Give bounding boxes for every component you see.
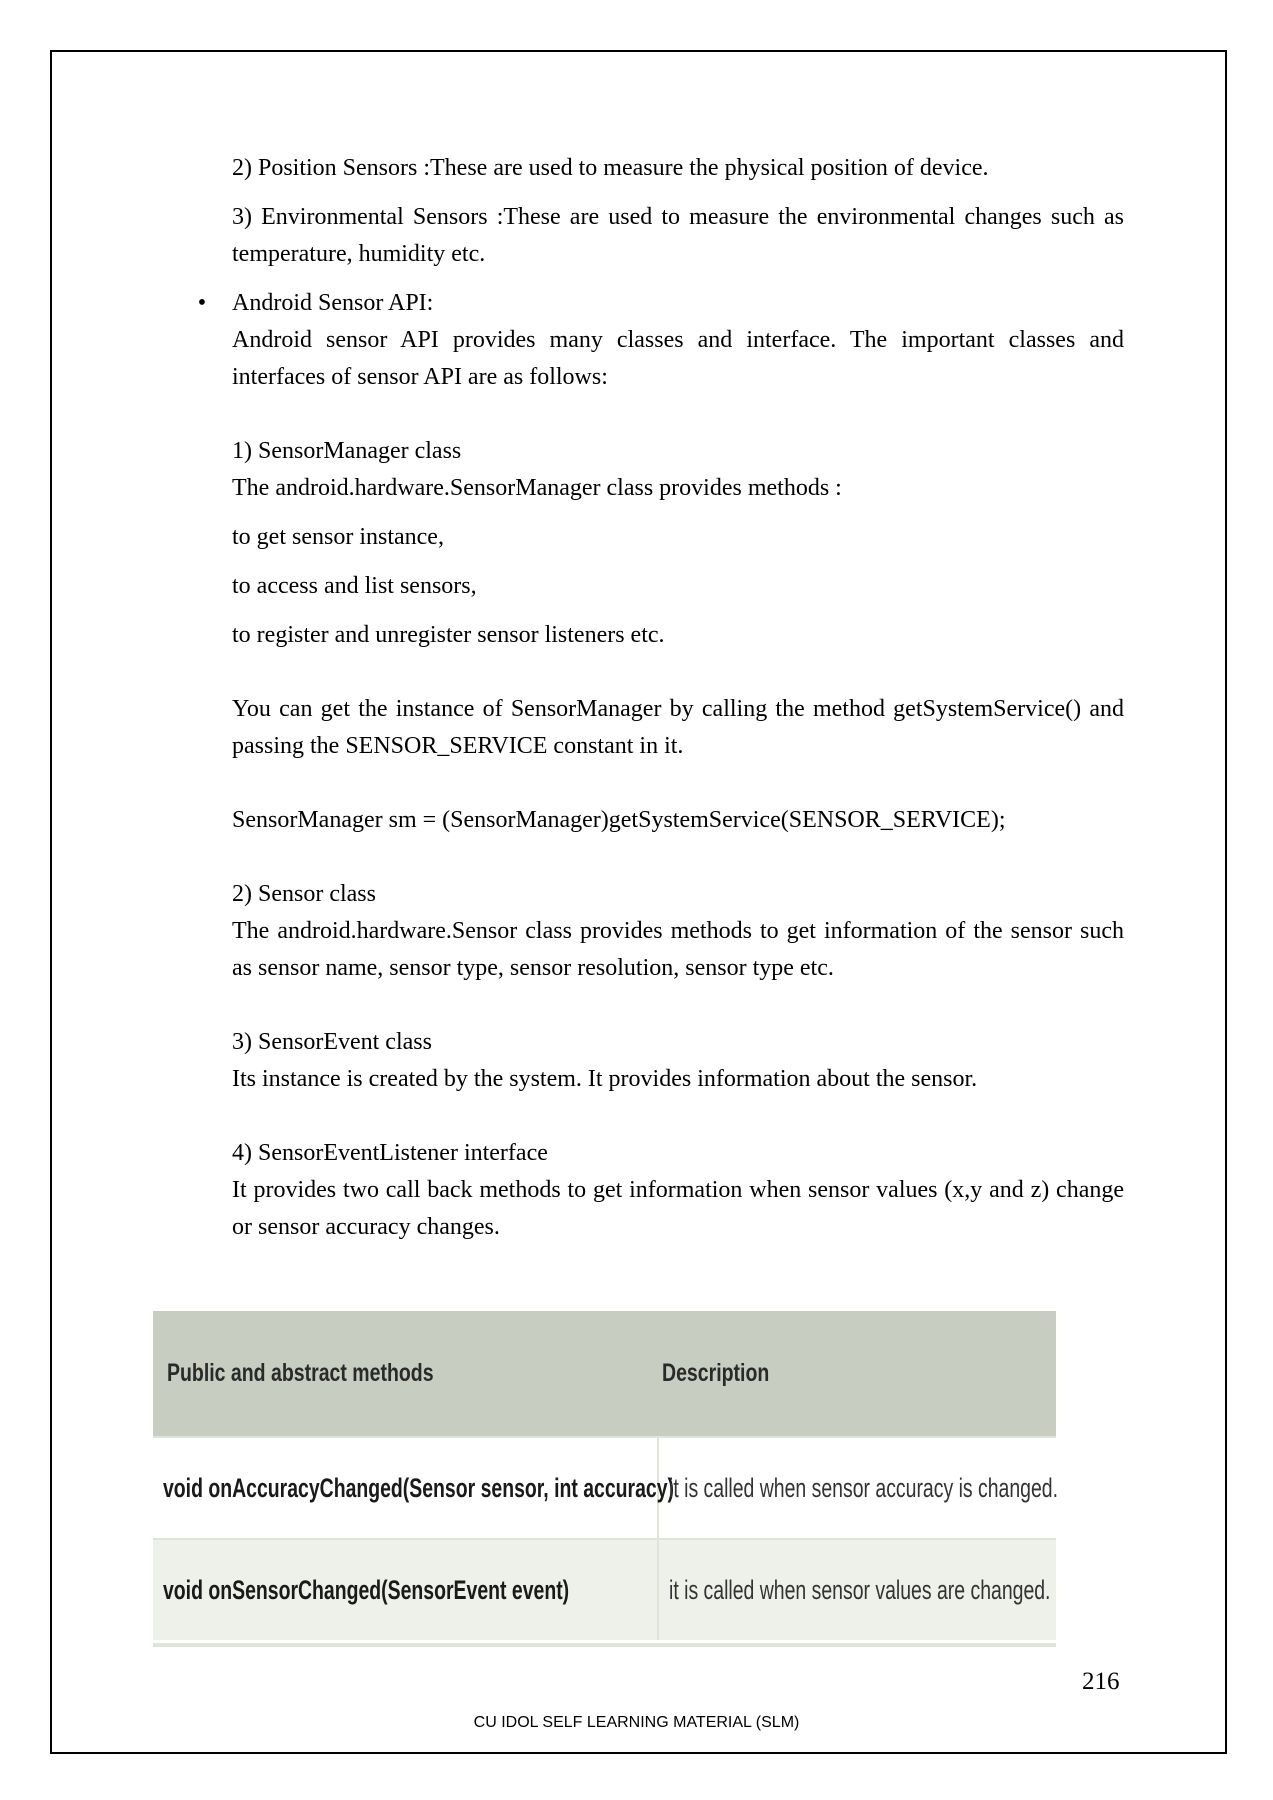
table-row	[153, 1538, 1056, 1640]
listener-heading: 4) SensorEventListener interface	[232, 1140, 548, 1166]
page-number: 216	[1082, 1668, 1120, 1695]
sensormanager-instance-text: You can get the instance of SensorManager by calling the method getSystemService() and passing the SENSOR_SERVICE constant in it.	[232, 696, 1124, 759]
methods-table	[153, 1311, 1059, 1647]
header-description: Description	[662, 1359, 770, 1387]
api-intro: Android sensor API provides many classes and interface. The important classes and interfaces of sensor API are as follows:	[232, 327, 1124, 390]
method-cell: void onSensorChanged(SensorEvent event)	[163, 1574, 570, 1605]
header-methods: Public and abstract methods	[167, 1359, 434, 1387]
sensormanager-item: to register and unregister sensor listeners etc.	[232, 622, 665, 648]
table-row	[153, 1436, 1059, 1538]
android-sensor-api-item	[197, 285, 1124, 396]
table-header	[153, 1311, 1056, 1436]
position-sensors-text: 2) Position Sensors :These are used to measure the physical position of device.	[232, 155, 989, 181]
sensormanager-desc: The android.hardware.SensorManager class provides methods :	[232, 475, 842, 501]
sensormanager-heading: 1) SensorManager class	[232, 438, 462, 464]
description-cell: it is called when sensor accuracy is changed.	[669, 1472, 1059, 1503]
sensor-class-heading: 2) Sensor class	[232, 881, 376, 907]
environmental-sensors-text: 3) Environmental Sensors :These are used to measure the environmental changes such as temperature, humidity etc.	[232, 204, 1124, 267]
sensor-class-desc: The android.hardware.Sensor class provides methods to get information of the sensor such as sensor name, sensor type, sensor resolution, sensor type etc.	[232, 918, 1124, 981]
sensormanager-item: to get sensor instance,	[232, 524, 444, 550]
api-heading: Android Sensor API:	[232, 290, 434, 316]
sensormanager-code: SensorManager sm = (SensorManager)getSystemService(SENSOR_SERVICE);	[232, 807, 1006, 833]
method-cell: void onAccuracyChanged(Sensor sensor, int accuracy)	[163, 1472, 675, 1503]
listener-desc: It provides two call back methods to get information when sensor values (x,y and z) change or sensor accuracy changes.	[232, 1177, 1124, 1240]
sensorevent-desc: Its instance is created by the system. It provides information about the sensor.	[232, 1066, 978, 1092]
description-cell: it is called when sensor values are changed.	[669, 1574, 1051, 1605]
bullet-icon: •	[197, 290, 207, 316]
footer-text: CU IDOL SELF LEARNING MATERIAL (SLM)	[473, 1714, 800, 1731]
sensorevent-heading: 3) SensorEvent class	[232, 1029, 432, 1055]
sensormanager-item: to access and list sensors,	[232, 573, 477, 599]
page-content	[197, 150, 1124, 1246]
